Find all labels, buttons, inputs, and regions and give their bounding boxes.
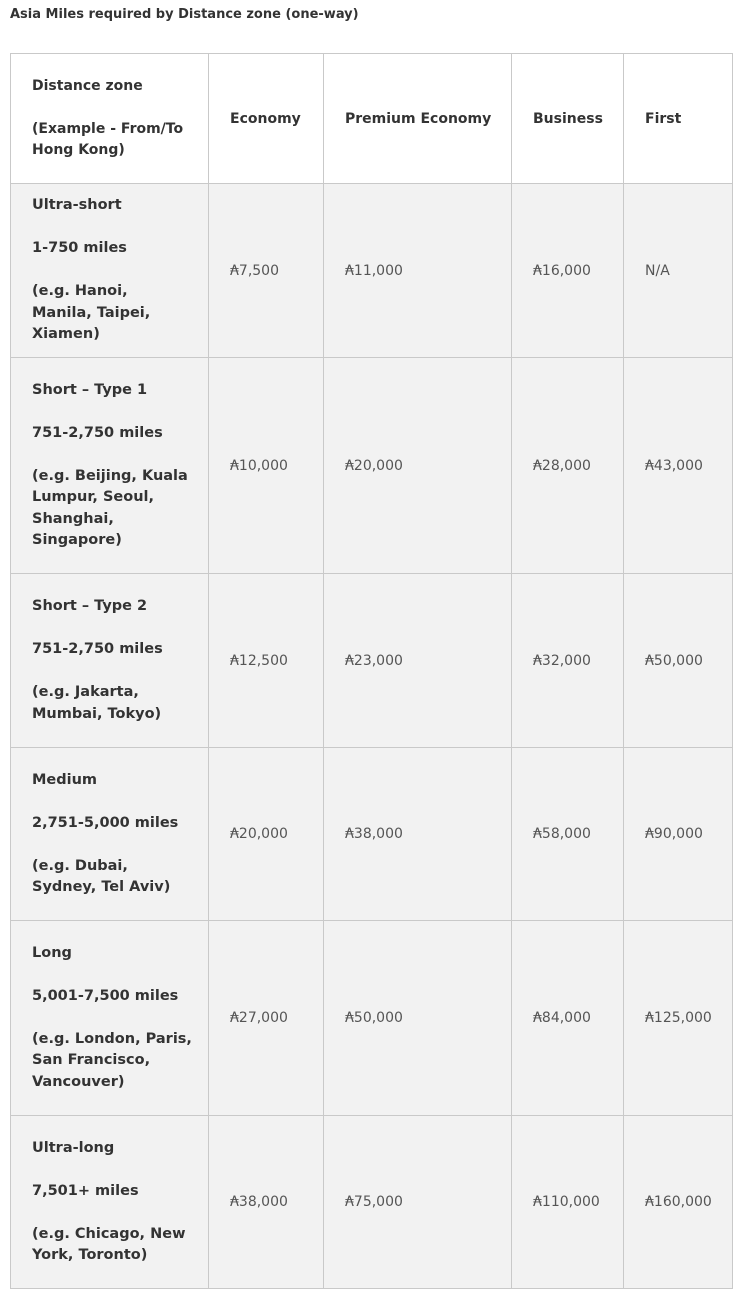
first-miles: N/A (624, 184, 733, 358)
business-miles: ₳84,000 (512, 921, 624, 1116)
miles-table (10, 53, 733, 1289)
table-row (11, 184, 733, 358)
business-miles: ₳28,000 (512, 358, 624, 574)
zone-cell (11, 748, 209, 921)
economy-miles: ₳20,000 (209, 748, 324, 921)
table-row (11, 921, 733, 1116)
zone-range: 1-750 miles (32, 240, 127, 257)
table-row (11, 748, 733, 921)
header-economy: Economy (209, 54, 324, 184)
zone-cell (11, 574, 209, 748)
zone-examples: (e.g. Beijing, Kuala Lumpur, Seoul, Shanghai, Singapore) (32, 467, 188, 548)
zone-range: 2,751-5,000 miles (32, 814, 179, 831)
zone-cell (11, 921, 209, 1116)
header-premium-economy: Premium Economy (324, 54, 512, 184)
table-row (11, 358, 733, 574)
economy-miles: ₳12,500 (209, 574, 324, 748)
premium-economy-miles: ₳75,000 (324, 1116, 512, 1289)
economy-miles: ₳38,000 (209, 1116, 324, 1289)
first-miles: ₳125,000 (624, 921, 733, 1116)
zone-name: Long (32, 944, 72, 961)
first-miles: ₳160,000 (624, 1116, 733, 1289)
zone-name: Short – Type 2 (32, 598, 148, 614)
zone-examples: (e.g. Dubai, Sydney, Tel Aviv) (32, 857, 171, 895)
zone-name: Short – Type 1 (32, 381, 148, 398)
business-miles: ₳58,000 (512, 748, 624, 921)
table-caption: Asia Miles required by Distance zone (one-way) (10, 7, 359, 22)
premium-economy-miles: ₳20,000 (324, 358, 512, 574)
header-business: Business (512, 54, 624, 184)
table-row (11, 574, 733, 748)
business-miles: ₳110,000 (512, 1116, 624, 1289)
first-miles: ₳50,000 (624, 574, 733, 748)
zone-name: Ultra-short (32, 197, 122, 214)
economy-miles: ₳7,500 (209, 184, 324, 358)
zone-name: Ultra-long (32, 1139, 115, 1156)
header-zone-title: Distance zone (32, 77, 143, 94)
economy-miles: ₳27,000 (209, 921, 324, 1116)
header-row (11, 54, 733, 184)
zone-examples: (e.g. London, Paris, San Francisco, Vancouver) (32, 1030, 192, 1090)
zone-range: 7,501+ miles (32, 1182, 139, 1199)
zone-examples: (e.g. Jakarta, Mumbai, Tokyo) (32, 684, 162, 722)
business-miles: ₳32,000 (512, 574, 624, 748)
zone-cell (11, 358, 209, 574)
zone-range: 5,001-7,500 miles (32, 987, 179, 1004)
header-zone-example: (Example - From/To Hong Kong) (32, 120, 184, 158)
zone-examples: (e.g. Chicago, New York, Toronto) (32, 1225, 186, 1263)
first-miles: ₳43,000 (624, 358, 733, 574)
header-first: First (624, 54, 733, 184)
first-miles: ₳90,000 (624, 748, 733, 921)
header-distance-zone (11, 54, 209, 184)
zone-range: 751-2,750 miles (32, 424, 163, 441)
premium-economy-miles: ₳38,000 (324, 748, 512, 921)
table-row (11, 1116, 733, 1289)
premium-economy-miles: ₳23,000 (324, 574, 512, 748)
premium-economy-miles: ₳50,000 (324, 921, 512, 1116)
zone-cell (11, 184, 209, 358)
zone-cell (11, 1116, 209, 1289)
zone-name: Medium (32, 771, 98, 788)
zone-range: 751-2,750 miles (32, 641, 163, 657)
zone-examples: (e.g. Hanoi, Manila, Taipei, Xiamen) (32, 283, 151, 343)
business-miles: ₳16,000 (512, 184, 624, 358)
economy-miles: ₳10,000 (209, 358, 324, 574)
premium-economy-miles: ₳11,000 (324, 184, 512, 358)
